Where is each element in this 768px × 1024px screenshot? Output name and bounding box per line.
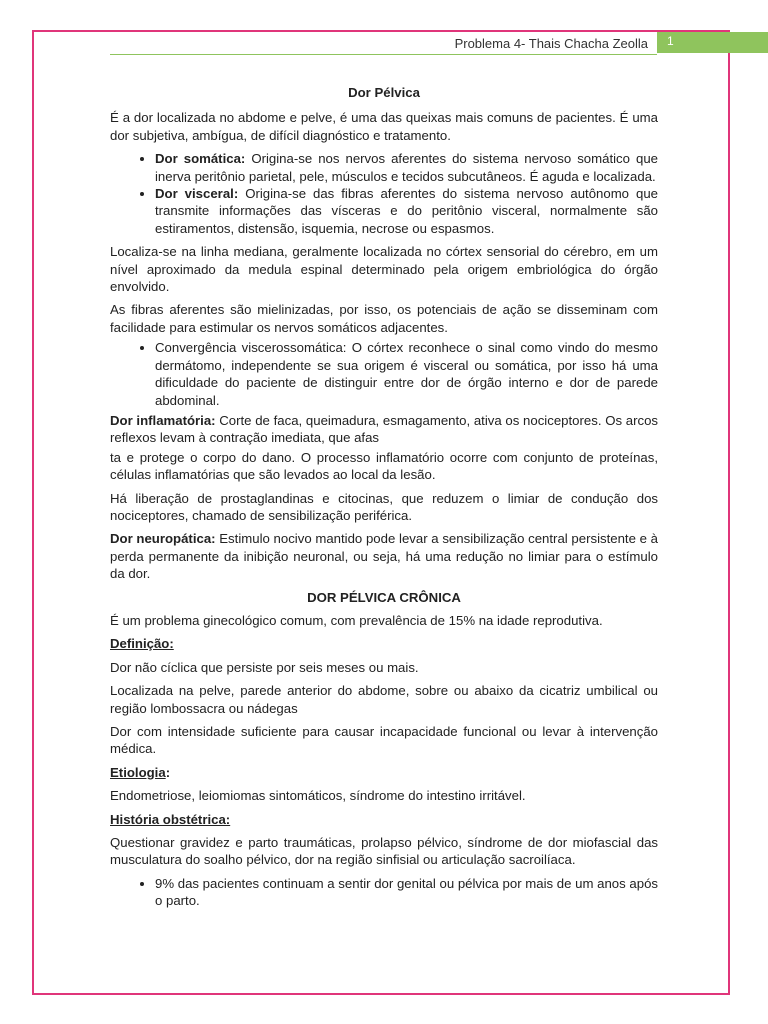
paragraph-definicao-2: Localizada na pelve, parede anterior do abdome, sobre ou abaixo da cicatriz umbilical ou região lombossacra ou nádegas bbox=[110, 683, 658, 716]
section-title-dor-pelvica: Dor Pélvica bbox=[348, 85, 420, 100]
label-dor-inflamatoria: Dor inflamatória: bbox=[110, 412, 216, 428]
list-item-historia: • 9% das pacientes continuam a sentir dor genital ou pélvica por mais de um anos após o parto. bbox=[155, 875, 658, 910]
paragraph-localizacao: Localiza-se na linha mediana, geralmente localizada no córtex sensorial do cérebro, em um nível aproximado da medula espinal determinado pela origem embriológica do órgão envolvido. bbox=[110, 244, 658, 295]
label-dor-neuropatica: Dor neuropática: bbox=[110, 531, 216, 547]
paragraph-cronica-intro: É um problema ginecológico comum, com prevalência de 15% na idade reprodutiva. bbox=[110, 612, 603, 628]
header-divider bbox=[110, 54, 657, 55]
label-dor-visceral: Dor visceral: bbox=[155, 186, 239, 202]
text-dor-visceral: Origina-se das fibras aferentes do sistema nervoso autônomo que transmite informações das vísceras e do peritônio visceral, normalmente são estiramentos, distensão, isquemia, necrose ou espasmos. bbox=[155, 186, 658, 236]
text-dor-somatica: Origina-se nos nervos aferentes do sistema nervoso somático que inerva peritônio parietal, pele, músculos e tecidos subcutâneos. É aguda e localizada. bbox=[155, 151, 658, 184]
label-historia-obstetrica: História obstétrica: bbox=[110, 811, 231, 827]
label-definicao: Definição: bbox=[110, 636, 174, 652]
bullet-list-convergencia bbox=[110, 339, 658, 409]
paragraph-intro: É a dor localizada no abdome e pelve, é uma das queixas mais comuns de pacientes. É uma dor subjetiva, ambígua, de difícil diagnóstico e tratamento. bbox=[110, 110, 658, 143]
section-title-dor-pelvica-cronica: DOR PÉLVICA CRÔNICA bbox=[307, 589, 461, 605]
text-dor-neuropatica: Estimulo nocivo mantido pode levar a sensibilização central persistente e à perda permanente da inibição neuronal, ou seja, há uma redução no limiar para o estímulo da dor. bbox=[110, 531, 658, 582]
list-item-convergencia: • Convergência viscerossomática: O córtex reconhece o sinal como vindo do mesmo dermátomo, independente se sua origem é visceral ou somática, por isso há uma dificuldade do paciente de distinguir entre dor de órgão interno e dor de parede abdominal. bbox=[155, 339, 658, 409]
text-dor-inflamatoria: Corte de faca, queimadura, esmagamento, ativa os nociceptores. Os arcos reflexos levam à contração imediata, que afas bbox=[110, 412, 658, 446]
etiologia-colon: : bbox=[165, 764, 171, 780]
heading-definicao bbox=[110, 635, 658, 652]
heading-etiologia bbox=[110, 764, 658, 781]
paragraph-dor-inflamatoria bbox=[110, 412, 658, 447]
paragraph-definicao-1: Dor não cíclica que persiste por seis meses ou mais. bbox=[110, 659, 419, 675]
document-body bbox=[110, 84, 658, 916]
paragraph-inflamatoria-cont: ta e protege o corpo do dano. O processo inflamatório ocorre com conjunto de proteínas, células inflamatórias que são levados ao local da lesão. bbox=[110, 449, 658, 483]
heading-historia-obstetrica bbox=[110, 811, 658, 828]
label-dor-somatica: Dor somática: bbox=[155, 151, 246, 167]
paragraph-definicao-3: Dor com intensidade suficiente para causar incapacidade funcional ou levar à intervenção médica. bbox=[110, 724, 658, 757]
list-item-dor-somatica bbox=[155, 150, 658, 185]
bullet-list-historia bbox=[110, 875, 658, 910]
paragraph-etiologia: Endometriose, leiomiomas sintomáticos, síndrome do intestino irritável. bbox=[110, 788, 526, 804]
paragraph-liberacao: Há liberação de prostaglandinas e citocinas, que reduzem o limiar de condução dos nociceptores, chamado de sensibilização periférica. bbox=[110, 490, 658, 523]
list-item-dor-visceral bbox=[155, 185, 658, 237]
label-etiologia: Etiologia bbox=[110, 764, 166, 780]
paragraph-historia: Questionar gravidez e parto traumáticas, prolapso pélvico, síndrome de dor miofascial das musculatura do soalho pélvico, dor na região sinfisial ou articulação sacroilíaca. bbox=[110, 835, 658, 868]
paragraph-dor-neuropatica bbox=[110, 530, 658, 582]
paragraph-fibras: As fibras aferentes são mielinizadas, por isso, os potenciais de ação se disseminam com facilidade para estimular os nervos somáticos adjacentes. bbox=[110, 302, 658, 335]
bullet-list-pain-types bbox=[110, 150, 658, 237]
page-number-badge: 1 bbox=[657, 32, 768, 53]
header-title: Problema 4- Thais Chacha Zeolla bbox=[454, 36, 648, 51]
